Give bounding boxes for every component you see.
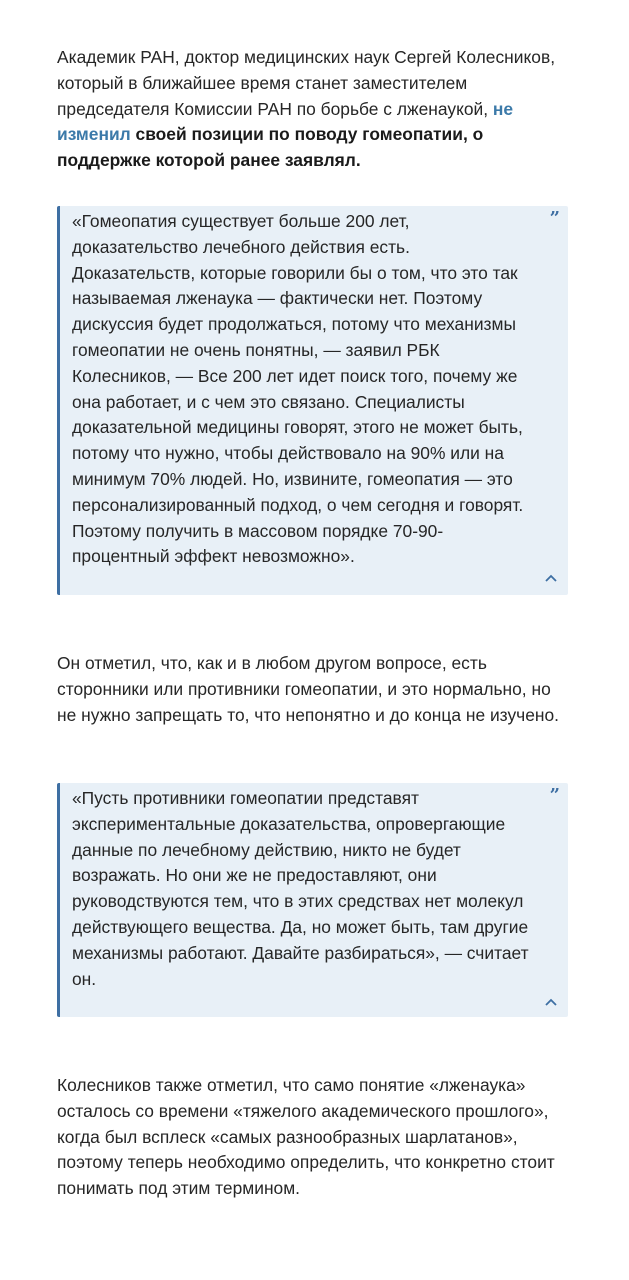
quote-mark-icon: ” (549, 785, 560, 806)
closing-paragraph: Колесников также отметил, что само понятие «лженаука» осталось со времени «тяжелого академического прошлого», когда был всплеск «самых разнообразных шарлатанов», поэтому теперь необходимо определить, что конкретно стоит понимать под этим термином. (57, 1075, 555, 1199)
blockquote-1 (57, 206, 568, 595)
chevron-up-icon[interactable] (544, 997, 558, 1007)
intro-text: Академик РАН, доктор медицинских наук Сергей Колесников, который в ближайшее время станет заместителем председателя Комиссии РАН по борьбе с лженаукой, (57, 47, 556, 119)
intro-bold-text: своей позиции по поводу гомеопатии, о поддержке которой ранее заявлял. (57, 124, 484, 171)
middle-paragraph: Он отметил, что, как и в любом другом вопросе, есть сторонники или противники гомеопатии, и это нормально, но не нужно запрещать то, что непонятно и до конца не изучено. (57, 653, 559, 725)
intro-paragraph (57, 45, 573, 174)
quote-mark-icon: ” (549, 208, 560, 229)
article-link[interactable]: не изменил (57, 98, 514, 145)
blockquote-2 (57, 783, 568, 1017)
chevron-up-icon[interactable] (544, 573, 558, 583)
quote-2-text: «Пусть противники гомеопатии представят экспериментальные доказательства, опровергающие данные по лечебному действию, никто не будет возражать. Но они же не предоставляют, они руководствуются тем, что в этих средствах нет молекул действующего вещества. Да, но может быть, там другие механизмы работают. Давайте разбираться», — считает он. (72, 788, 529, 989)
quote-1-text: «Гомеопатия существует больше 200 лет, доказательство лечебного действия есть. Доказательств, которые говорили бы о том, что это так называемая лженаука — фактически нет. Поэтому дискуссия будет продолжаться, потому что механизмы гомеопатии не очень понятны, — заявил РБК Колесников, — Все 200 лет идет поиск того, почему же она работает, и с чем это связано. Специалисты доказательной медицины говорят, этого не может быть, потому что нужно, чтобы действовало на 90% или на минимум 70% людей. Но, извините, гомеопатия — это персонализированный подход, о чем сегодня и говорят. Поэтому получить в массовом порядке 70-90-процентный эффект невозможно». (72, 211, 524, 567)
